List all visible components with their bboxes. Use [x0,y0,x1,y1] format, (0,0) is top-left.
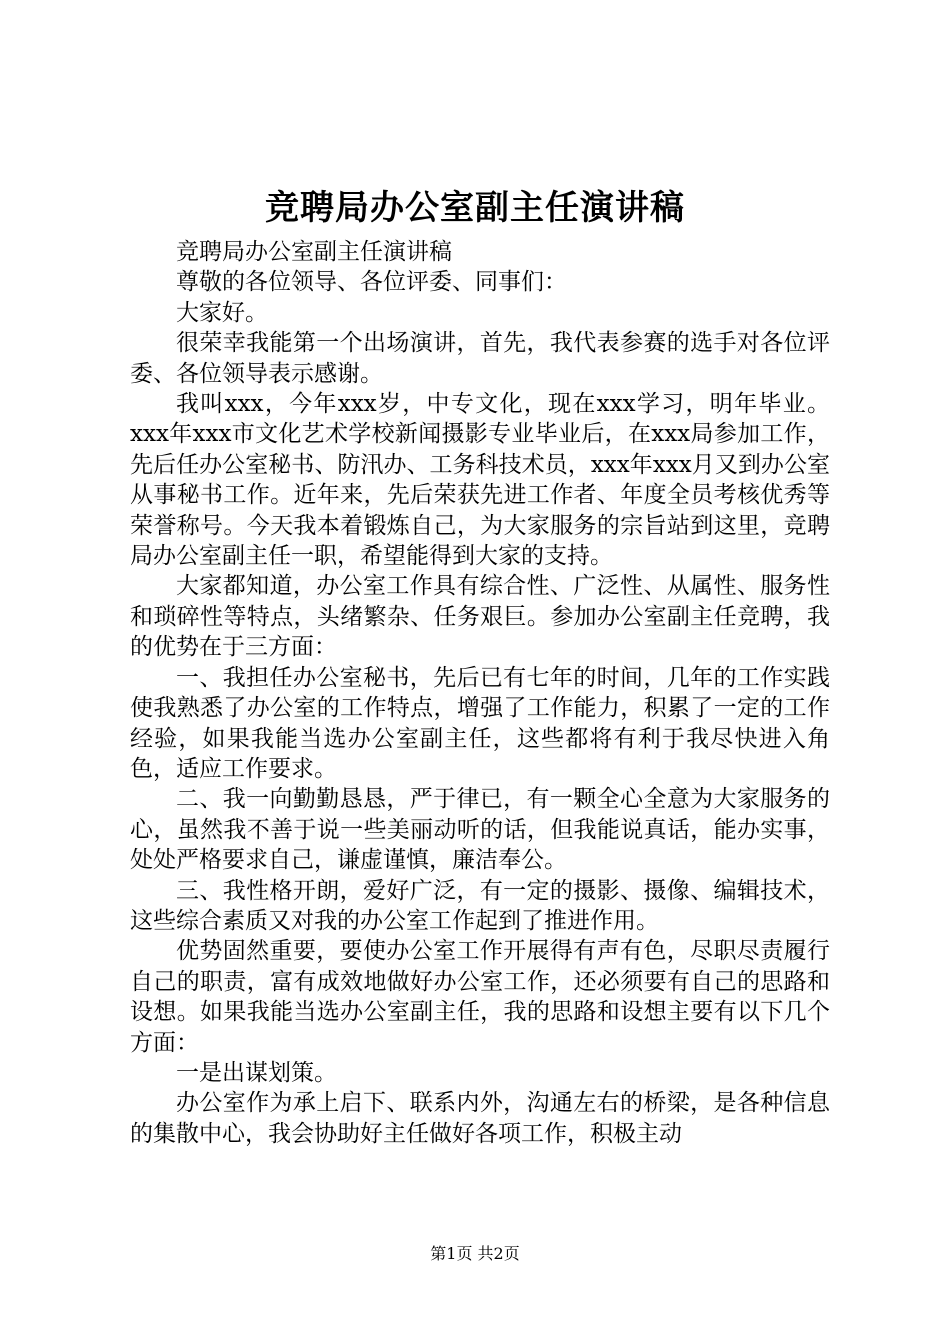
paragraph: 大家好。 [176,299,268,326]
paragraph: 竞聘局办公室副主任演讲稿 [176,239,452,265]
page-number-footer: 第1页 共2页 [430,1244,520,1263]
paragraph: 一是出谋划策。 [176,1059,337,1086]
paragraph: 办公室作为承上启下、联系内外，沟通左右的桥梁，是各种信息的集散中心，我会协助好主任做好各项工作，积极主动 [130,1090,830,1147]
paragraph: 大家都知道，办公室工作具有综合性、广泛性、从属性、服务性和琐碎性等特点，头绪繁杂、任务艰巨。参加办公室副主任竞聘，我的优势在于三方面： [130,573,830,661]
document-body [130,237,830,1149]
paragraph: 我叫xxx，今年xxx岁，中专文化，现在xxx学习，明年毕业。xxx年xxx市文化艺术学校新闻摄影专业毕业后，在xxx局参加工作，先后任办公室秘书、防汛办、工务科技术员，xxx年xxx月又到办公室从事秘书工作。近年来，先后荣获先进工作者、年度全员考核优秀等荣誉称号。今天我本着锻炼自己，为大家服务的宗旨站到这里，竞聘局办公室副主任一职，希望能得到大家的支持。 [130,391,830,570]
paragraph: 二、我一向勤勤恳恳，严于律已，有一颗全心全意为大家服务的心，虽然我不善于说一些美丽动听的话，但我能说真话，能办实事，处处严格要求自己，谦虚谨慎，廉洁奉公。 [130,786,830,874]
paragraph: 尊敬的各位领导、各位评委、同事们： [176,269,567,296]
document-title: 竞聘局办公室副主任演讲稿 [265,188,685,228]
paragraph: 三、我性格开朗，爱好广泛，有一定的摄影、摄像、编辑技术，这些综合素质又对我的办公室工作起到了推进作用。 [130,877,830,934]
paragraph: 一、我担任办公室秘书，先后已有七年的时间，几年的工作实践使我熟悉了办公室的工作特点，增强了工作能力，积累了一定的工作经验，如果我能当选办公室副主任，这些都将有利于我尽快进入角色，适应工作要求。 [130,664,830,782]
paragraph: 很荣幸我能第一个出场演讲，首先，我代表参赛的选手对各位评委、各位领导表示感谢。 [130,330,830,387]
paragraph: 优势固然重要，要使办公室工作开展得有声有色，尽职尽责履行自己的职责，富有成效地做好办公室工作，还必须要有自己的思路和设想。如果我能当选办公室副主任，我的思路和设想主要有以下几个方面： [130,938,830,1056]
